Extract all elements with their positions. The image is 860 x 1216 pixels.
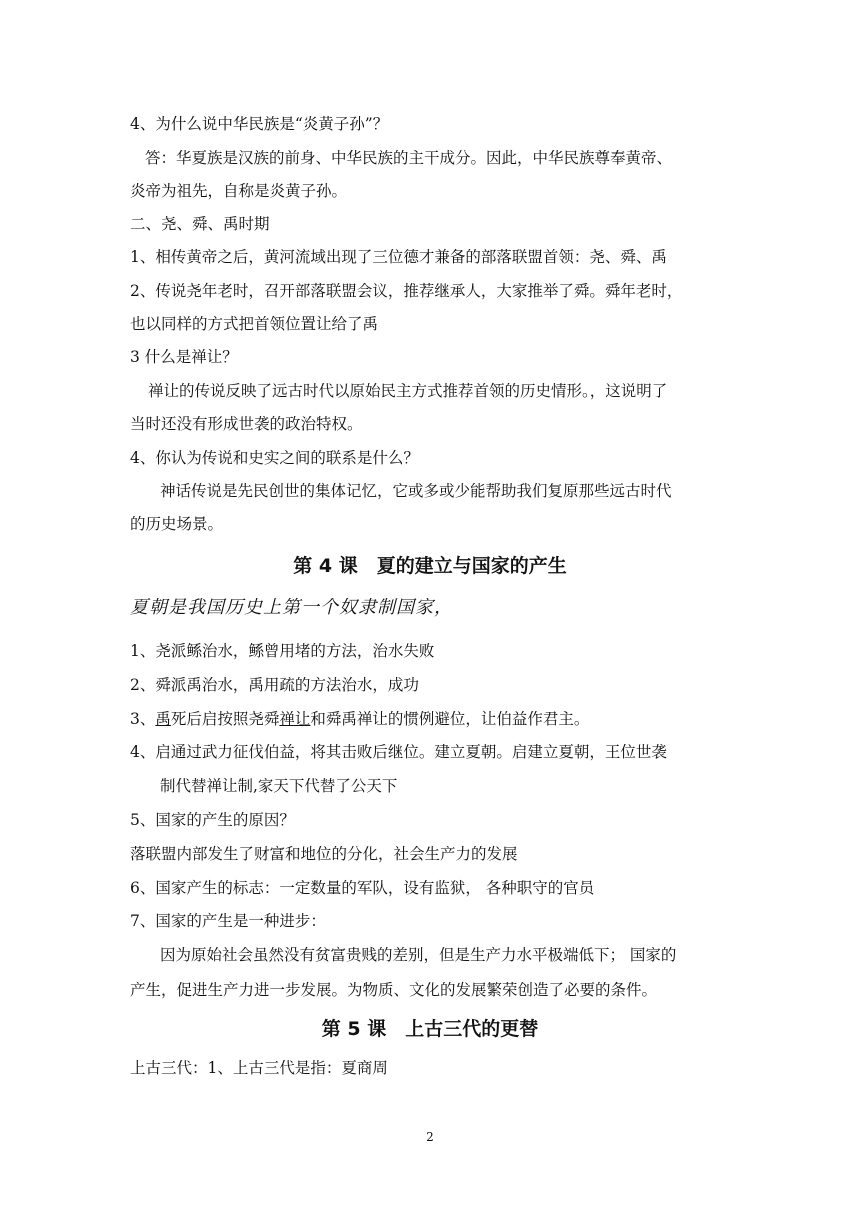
lesson-4-item-3-post: 和舜禹禅让的惯例避位，让伯益作君主。 — [310, 710, 590, 728]
lesson-4-item-4-line-2: 制代替禅让制,家天下代替了公天下 — [160, 777, 398, 795]
question-3: 3 什么是禅让？ — [130, 348, 238, 366]
section-heading-yao-shun-yu: 二、尧、舜、禹时期 — [130, 215, 270, 233]
item-1: 1、相传黄帝之后，黄河流域出现了三位德才兼备的部落联盟首领：尧、舜、禹 — [130, 248, 667, 266]
item-2-line-1: 2、传说尧年老时，召开部落联盟会议，推荐继承人，大家推举了舜。舜年老时， — [130, 282, 683, 300]
lesson-4-item-7-answer-line-2: 产生，促进生产力进一步发展。为物质、文化的发展繁荣创造了必要的条件。 — [130, 981, 658, 999]
lesson-4-title: 第 4 课 夏的建立与国家的产生 — [293, 555, 567, 577]
page-number: 2 — [426, 1130, 434, 1144]
lesson-4-item-3-shanrang: 禅让 — [279, 710, 311, 728]
answer-4-line-2: 炎帝为祖先，自称是炎黄子孙。 — [130, 182, 348, 200]
lesson-4-intro: 夏朝是我国历史上第一个奴隶制国家， — [130, 597, 453, 618]
answer-4-line-1: 答：华夏族是汉族的前身、中华民族的主干成分。因此，中华民族尊奉黄帝、 — [145, 149, 673, 167]
lesson-4-item-2: 2、舜派禹治水，禹用疏的方法治水，成功 — [130, 676, 419, 694]
question-4b: 4、你认为传说和史实之间的联系是什么？ — [130, 449, 419, 467]
answer-4b-line-1: 神话传说是先民创世的集体记忆，它或多或少能帮助我们复原那些远古时代 — [160, 482, 672, 500]
lesson-4-item-5: 5、国家的产生的原因？ — [130, 811, 295, 829]
question-4-heading: 4、为什么说中华民族是“炎黄子孙”？ — [130, 115, 389, 133]
lesson-5-title: 第 5 课 上古三代的更替 — [321, 1018, 539, 1040]
lesson-4-item-7: 7、国家的产生是一种进步： — [130, 912, 326, 930]
lesson-4-item-4-line-1: 4、启通过武力征伐伯益，将其击败后继位。建立夏朝。启建立夏朝，王位世袭 — [130, 743, 667, 761]
answer-4b-line-2: 的历史场景。 — [130, 515, 224, 533]
lesson-4-item-5-answer: 落联盟内部发生了财富和地位的分化，社会生产力的发展 — [130, 845, 518, 863]
lesson-4-item-3 — [130, 708, 589, 730]
item-2-line-2: 也以同样的方式把首领位置让给了禹 — [130, 315, 379, 333]
answer-3-line-2: 当时还没有形成世袭的政治特权。 — [130, 415, 363, 433]
lesson-4-item-6: 6、国家产生的标志：一定数量的军队，设有监狱， 各种职守的官员 — [130, 879, 595, 897]
lesson-5-item-1: 上古三代：1、上古三代是指：夏商周 — [130, 1059, 388, 1077]
lesson-4-item-7-answer-line-1: 因为原始社会虽然没有贫富贵贱的差别，但是生产力水平极端低下； 国家的 — [160, 946, 677, 964]
lesson-4-item-1: 1、尧派鲧治水，鲧曾用堵的方法，治水失败 — [130, 642, 435, 660]
lesson-4-item-3-mid: 死后启按照尧舜 — [170, 710, 280, 728]
answer-3-line-1: 禅让的传说反映了远古时代以原始民主方式推荐首领的历史情形。，这说明了 — [148, 382, 668, 400]
lesson-4-item-3-prefix: 3、 — [130, 710, 156, 728]
lesson-4-item-3-yu: 禹 — [155, 710, 171, 728]
